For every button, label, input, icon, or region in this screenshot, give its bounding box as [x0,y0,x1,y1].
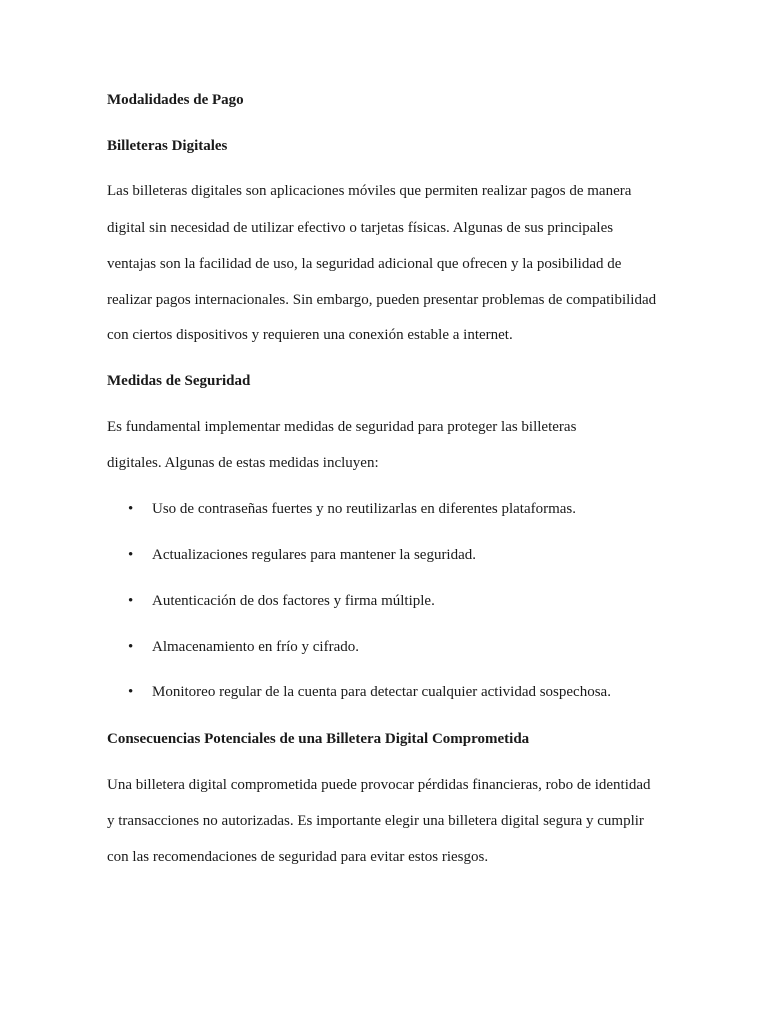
section-heading: Consecuencias Potenciales de una Billetera Digital Comprometida [107,731,530,747]
paragraph-line: Una billetera digital comprometida puede provocar pérdidas financieras, robo de identidad [107,777,651,793]
list-item: Uso de contraseñas fuertes y no reutilizarlas en diferentes plataformas. [152,501,576,517]
paragraph-line: realizar pagos internacionales. Sin embargo, pueden presentar problemas de compatibilidad [107,292,657,308]
bullet-icon: • [128,547,134,563]
paragraph-line: y transacciones no autorizadas. Es importante elegir una billetera digital segura y cumplir [107,813,644,829]
bullet-icon: • [128,593,134,609]
list-item: Autenticación de dos factores y firma múltiple. [152,593,435,609]
list-item: Almacenamiento en frío y cifrado. [152,639,359,655]
bullet-icon: • [128,639,134,655]
paragraph-line: Las billeteras digitales son aplicaciones móviles que permiten realizar pagos de manera [107,183,632,199]
section-heading: Billeteras Digitales [107,138,228,154]
section-heading: Medidas de Seguridad [107,373,251,389]
paragraph-line: Es fundamental implementar medidas de seguridad para proteger las billeteras [107,419,577,435]
paragraph-line: ventajas son la facilidad de uso, la seguridad adicional que ofrecen y la posibilidad de [107,256,622,272]
paragraph-line: digitales. Algunas de estas medidas incluyen: [107,455,379,471]
bullet-icon: • [128,684,134,700]
paragraph-line: con ciertos dispositivos y requieren una conexión estable a internet. [107,327,513,343]
list-item: Monitoreo regular de la cuenta para detectar cualquier actividad sospechosa. [152,684,611,700]
list-item: Actualizaciones regulares para mantener la seguridad. [152,547,477,563]
paragraph-line: con las recomendaciones de seguridad para evitar estos riesgos. [107,849,489,865]
bullet-icon: • [128,501,134,517]
document-title: Modalidades de Pago [107,92,244,108]
paragraph-line: digital sin necesidad de utilizar efectivo o tarjetas físicas. Algunas de sus principales [107,220,614,236]
